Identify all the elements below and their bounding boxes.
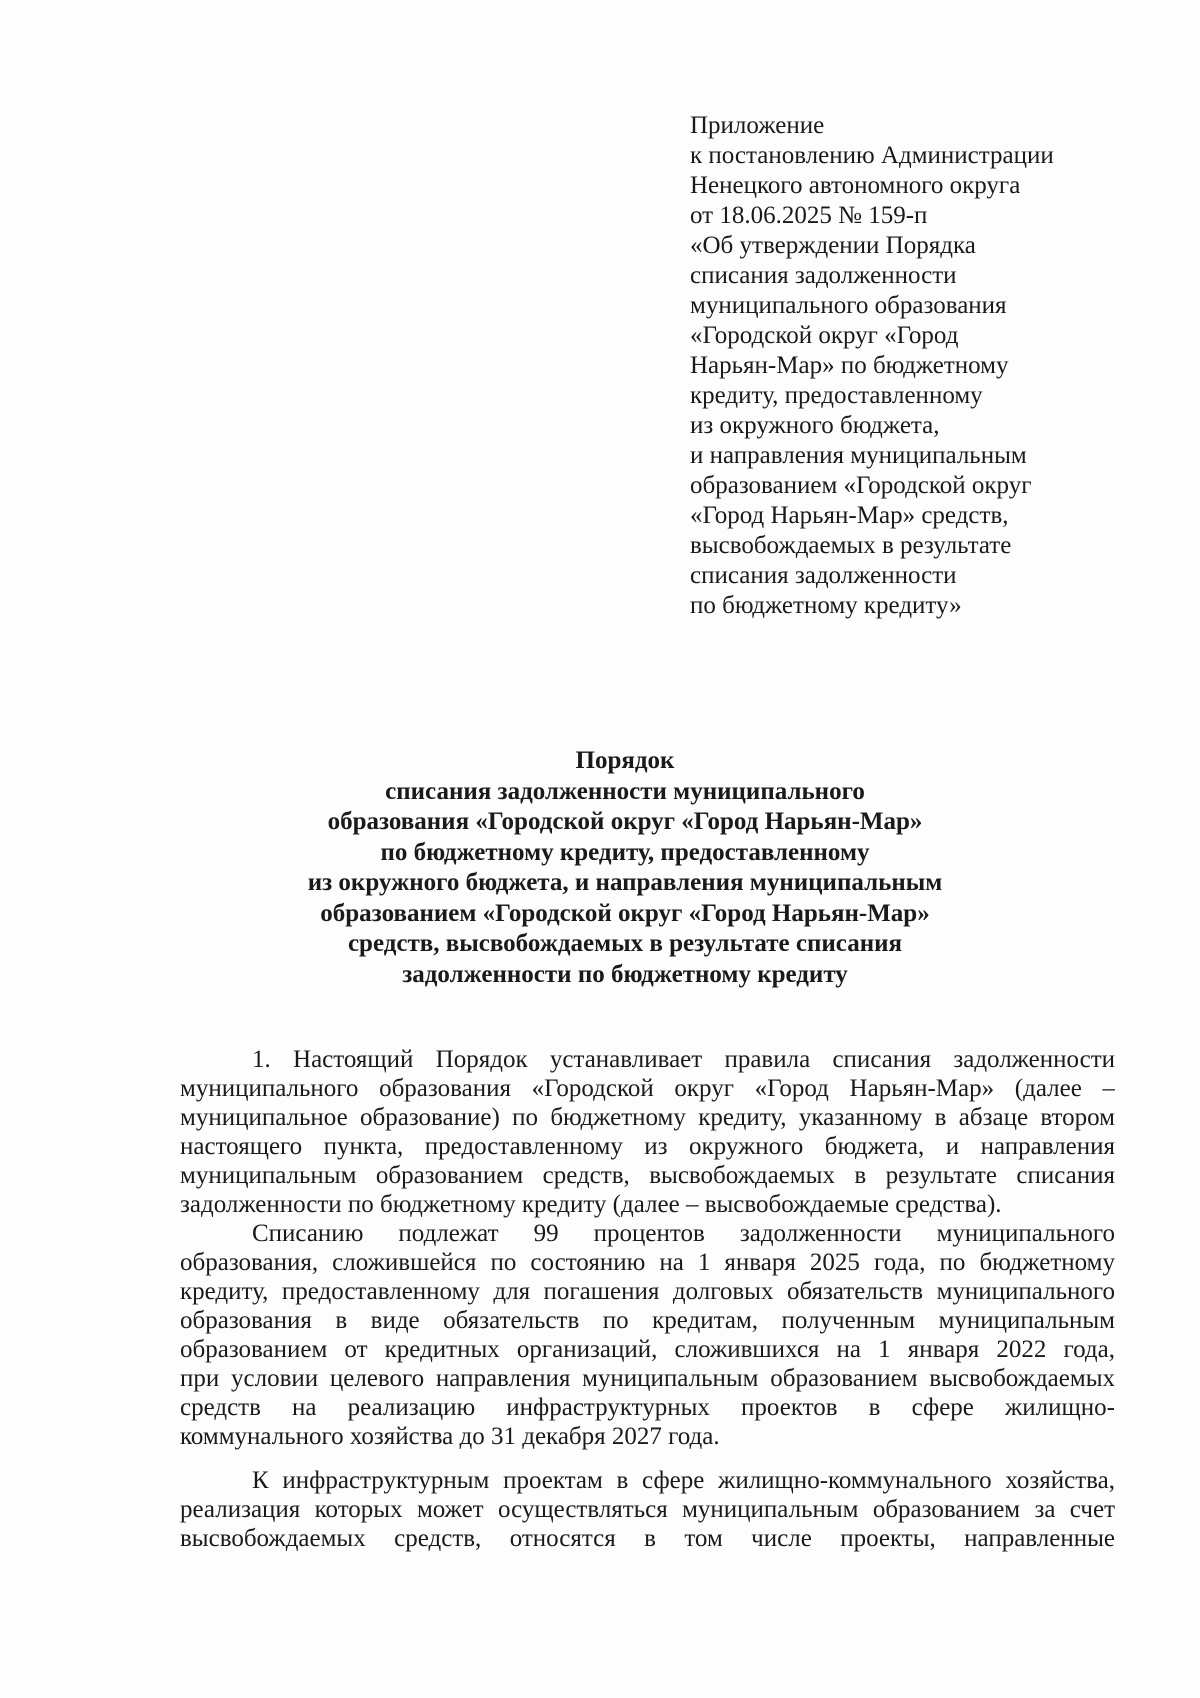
body-line: муниципальное образование) по бюджетному кредиту, указанному в абзаце втором [180,1104,1115,1131]
paragraph-3 [180,1466,1115,1553]
appendix-line: и направления муниципальным [690,442,1027,469]
appendix-line: от 18.06.2025 № 159-п [690,202,928,229]
body-line: при условии целевого направления муниципальным образованием высвобождаемых [180,1365,1115,1392]
body-line: Списанию подлежат 99 процентов задолженности муниципального [252,1220,1115,1247]
appendix-line: «Городской округ «Город [690,322,959,349]
title-line: образованием «Городской округ «Город Нарьян-Мар» [320,899,930,927]
title-line: по бюджетному кредиту, предоставленному [380,838,870,866]
body-line: образованием от кредитных организаций, сложившихся на 1 января 2022 года, [180,1336,1115,1363]
title-line: списания задолженности муниципального [385,777,865,805]
appendix-line: образованием «Городской округ [690,472,1032,499]
body-line: высвобождаемых средств, относятся в том числе проекты, направленные [180,1525,1115,1552]
appendix-line: списания задолженности [690,262,957,289]
appendix-line: Ненецкого автономного округа [690,172,1021,199]
document-title [200,746,1050,990]
body-line: реализация которых может осуществляться муниципальным образованием за счет [180,1496,1115,1523]
title-line: Порядок [575,747,675,774]
body-line: муниципального образования «Городской округ «Город Нарьян-Мар» (далее – [180,1075,1115,1102]
appendix-line: «Город Нарьян-Мар» средств, [690,502,1009,529]
paragraph-2 [180,1219,1115,1451]
title-line: из окружного бюджета, и направления муниципальным [307,869,943,896]
document-body [180,1045,1115,1553]
body-line: 1. Настоящий Порядок устанавливает правила списания задолженности [252,1046,1115,1073]
appendix-line: списания задолженности [690,562,957,589]
appendix-line: к постановлению Администрации [690,142,1054,169]
body-line: средств на реализацию инфраструктурных проектов в сфере жилищно- [180,1394,1115,1421]
body-line: задолженности по бюджетному кредиту (далее – высвобождаемые средства). [180,1191,1002,1218]
appendix-line: «Об утверждении Порядка [690,232,976,259]
title-line: задолженности по бюджетному кредиту [402,960,848,988]
body-line: настоящего пункта, предоставленному из окружного бюджета, и направления [180,1133,1115,1160]
appendix-line: высвобождаемых в результате [690,532,1012,559]
body-line: образования в виде обязательств по кредитам, полученным муниципальным [180,1307,1115,1334]
appendix-line: из окружного бюджета, [690,412,940,439]
title-line: образования «Городской округ «Город Нарьян-Мар» [327,808,923,835]
paragraph-1 [180,1045,1115,1219]
appendix-header [690,111,1110,621]
appendix-line: по бюджетному кредиту» [690,592,962,619]
appendix-line: Приложение [690,112,825,139]
body-line: муниципальным образованием средств, высвобождаемых в результате списания [180,1162,1115,1189]
body-line: кредиту, предоставленному для погашения долговых обязательств муниципального [180,1278,1115,1305]
body-line: образования, сложившейся по состоянию на 1 января 2025 года, по бюджетному [180,1249,1115,1276]
appendix-line: муниципального образования [690,292,1007,319]
body-line: коммунального хозяйства до 31 декабря 2027 года. [180,1423,720,1450]
appendix-line: кредиту, предоставленному [690,382,983,409]
body-line: К инфраструктурным проектам в сфере жилищно-коммунального хозяйства, [252,1467,1115,1494]
title-line: средств, высвобождаемых в результате списания [347,930,903,957]
appendix-line: Нарьян-Мар» по бюджетному [690,352,1009,379]
